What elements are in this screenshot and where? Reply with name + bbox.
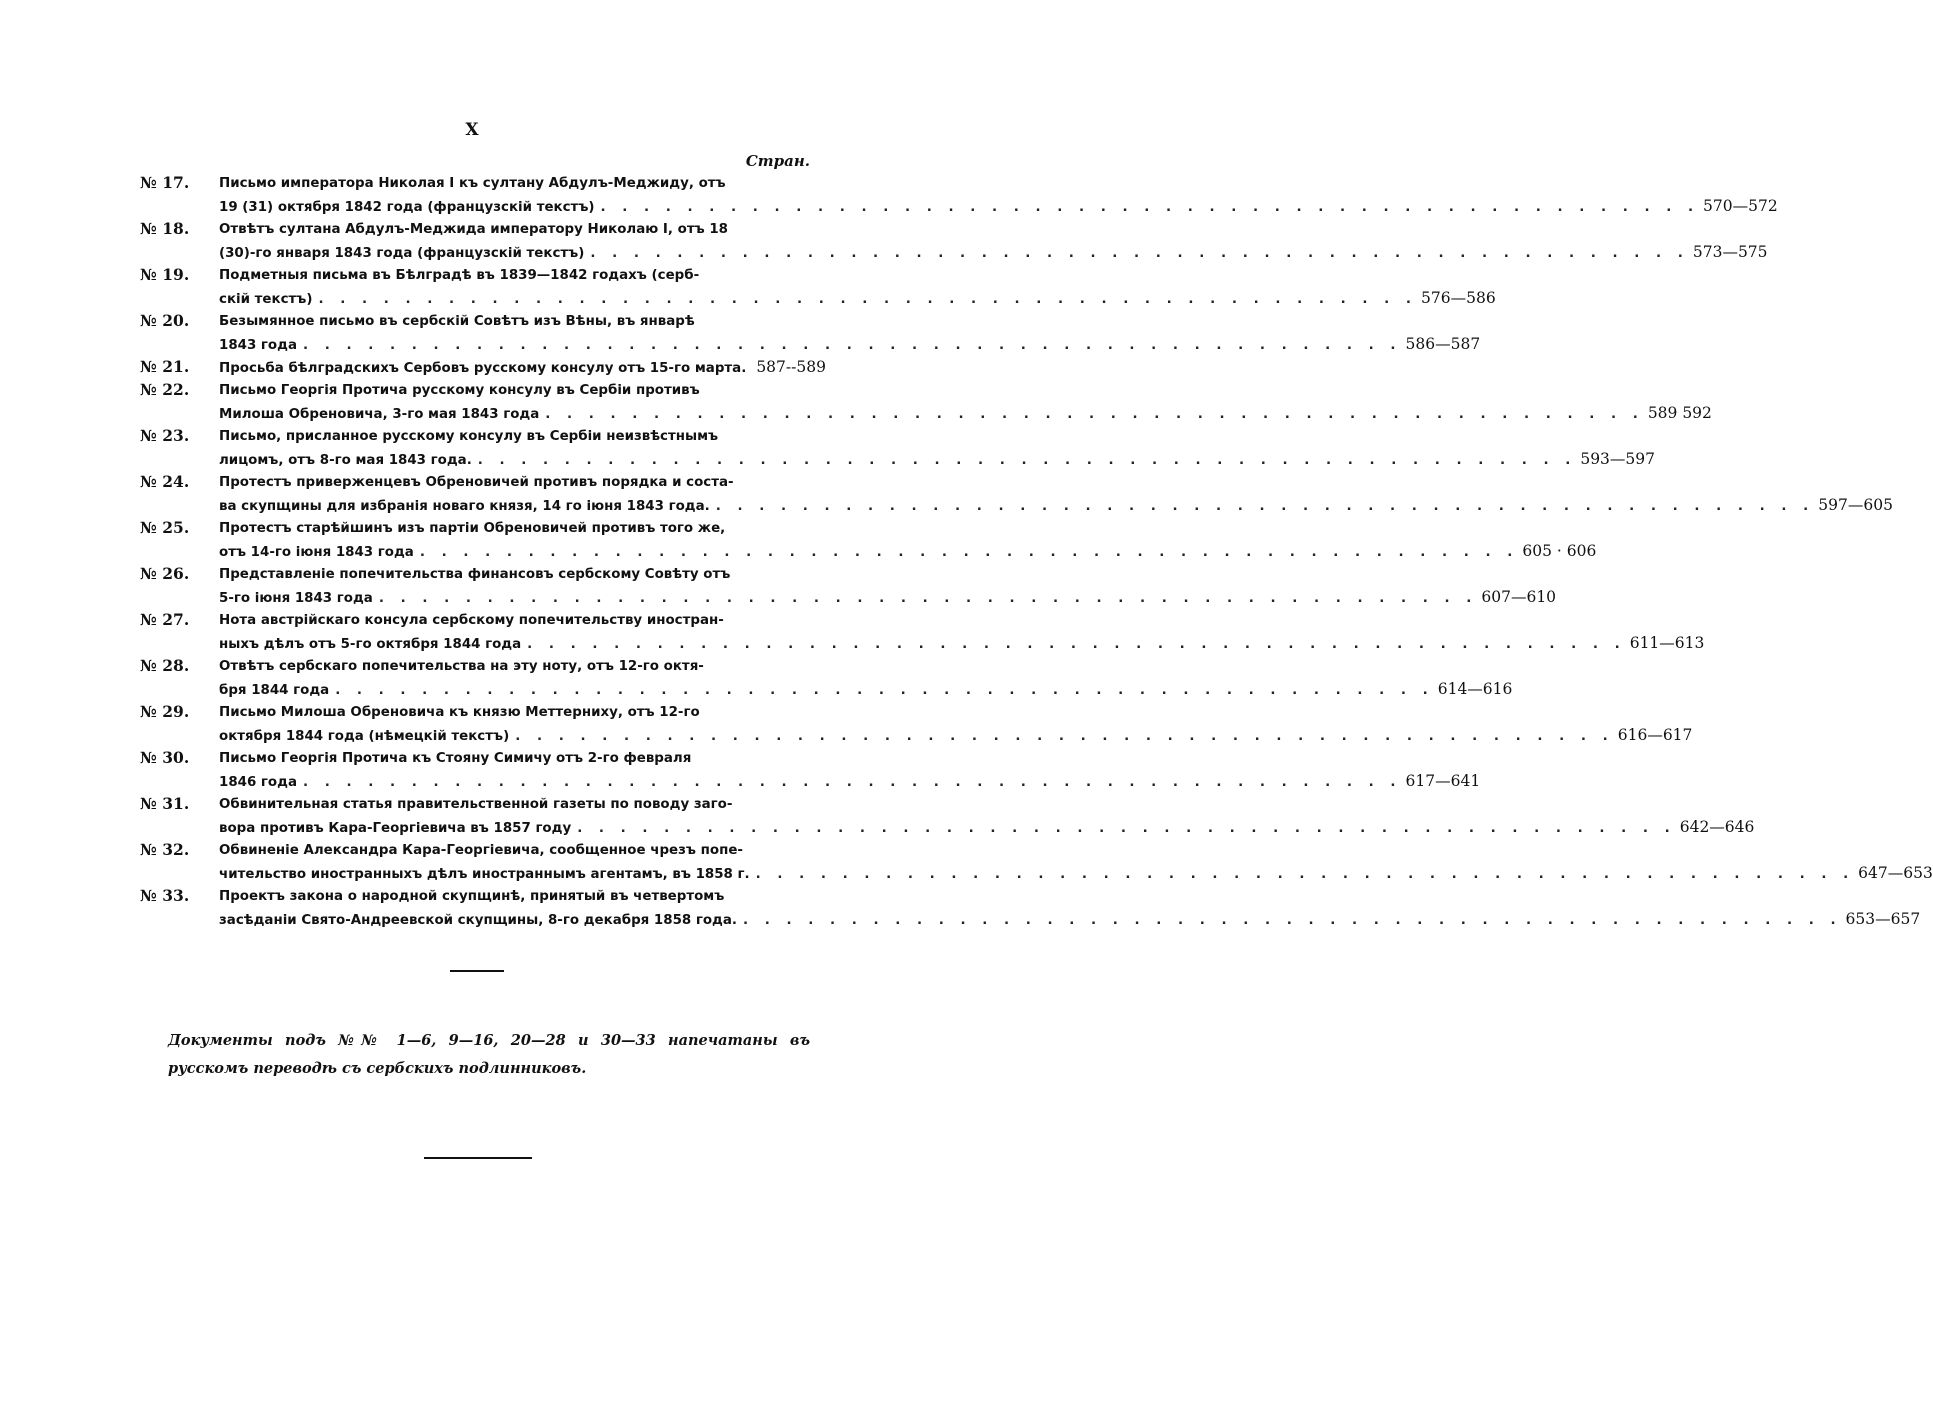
entry-title-continuation: 19 (31) октября 1842 года (французскій текстъ) bbox=[219, 200, 595, 215]
toc-entry bbox=[140, 885, 1921, 931]
entry-pages: 617—641 bbox=[1405, 772, 1481, 790]
entry-title-line: Письмо Георгія Протича къ Стояну Симичу отъ 2-го февраля bbox=[219, 751, 692, 766]
entry-title-continuation: ва скупщины для избранія новаго князя, 14 го іюня 1843 года. bbox=[219, 499, 710, 514]
entry-title-continuation: засѣданіи Свято-Андреевской скупщины, 8-го декабря 1858 года. bbox=[219, 913, 737, 928]
toc-entry bbox=[140, 471, 1893, 517]
entry-title-continuation: лицомъ, отъ 8-го мая 1843 года. bbox=[219, 453, 472, 468]
entry-number: № 22. bbox=[140, 380, 190, 399]
entry-title-line: Обвинительная статья правительственной газеты по поводу заго- bbox=[219, 797, 733, 812]
entry-body bbox=[219, 356, 826, 379]
entry-title-line: Письмо императора Николая I къ султану Абдулъ-Меджиду, отъ bbox=[219, 176, 726, 191]
entry-title-continuation: отъ 14-го іюня 1843 года bbox=[219, 545, 414, 560]
entry-pages: 589 592 bbox=[1647, 404, 1712, 422]
toc-entry bbox=[140, 563, 1557, 609]
entry-body bbox=[219, 425, 1655, 471]
entry-title-line: Отвѣтъ султана Абдулъ-Меджида императору Николаю I, отъ 18 bbox=[219, 222, 728, 237]
entry-body bbox=[219, 218, 1768, 264]
entry-title-line: Безымянное письмо въ сербскій Совѣтъ изъ Вѣны, въ январѣ bbox=[219, 314, 695, 329]
dot-leader: . . . . . . . . . . . . . . . . . . . . . . . . . . . . . . . . . . . . . . . . . . . . . . . . . . . bbox=[477, 453, 1577, 468]
dot-leader: . . . . . . . . . . . . . . . . . . . . . . . . . . . . . . . . . . . . . . . . . . . . . . . . . . . bbox=[302, 338, 1402, 353]
entry-pages: 593—597 bbox=[1580, 450, 1655, 468]
entry-title-continuation: чительство иностранныхъ дѣлъ иностраннымъ агентамъ, въ 1858 г. bbox=[219, 867, 750, 882]
entry-number: № 32. bbox=[140, 840, 190, 859]
entry-body bbox=[219, 172, 1778, 218]
entry-number: № 30. bbox=[140, 748, 190, 767]
entry-title-continuation: 5-го іюня 1843 года bbox=[219, 591, 373, 606]
entry-pages: 653—657 bbox=[1845, 910, 1921, 928]
entry-title-continuation: 1843 года bbox=[219, 338, 297, 353]
toc-entry bbox=[140, 609, 1705, 655]
entry-number: № 18. bbox=[140, 219, 190, 238]
entry-body bbox=[219, 701, 1693, 747]
dot-leader: . . . . . . . . . . . . . . . . . . . . . . . . . . . . . . . . . . . . . . . . . . . . . . . . . . . bbox=[600, 200, 1700, 215]
entry-number: № 26. bbox=[140, 564, 190, 583]
entry-pages: 570—572 bbox=[1703, 197, 1778, 215]
entry-title-line: Подметныя письма въ Бѣлградѣ въ 1839—1842 годахъ (серб- bbox=[219, 268, 700, 283]
toc-entry bbox=[140, 264, 1496, 310]
entry-number: № 19. bbox=[140, 265, 190, 284]
entry-number: № 31. bbox=[140, 794, 190, 813]
entry-pages: 573—575 bbox=[1692, 243, 1768, 261]
toc-entry bbox=[140, 793, 1755, 839]
entry-number: № 25. bbox=[140, 518, 190, 537]
dot-leader: . . . . . . . . . . . . . . . . . . . . . . . . . . . . . . . . . . . . . . . . . . . . . . . . . . . bbox=[527, 637, 1626, 652]
dot-leader: . . . . . . . . . . . . . . . . . . . . . . . . . . . . . . . . . . . . . . . . . . . . . . . . . . . bbox=[743, 913, 1842, 928]
dot-leader: . . . . . . . . . . . . . . . . . . . . . . . . . . . . . . . . . . . . . . . . . . . . . . . . . . . bbox=[590, 246, 1689, 261]
entry-number: № 24. bbox=[140, 472, 190, 491]
entry-pages: 642—646 bbox=[1679, 818, 1755, 836]
entry-body bbox=[219, 471, 1893, 517]
dot-leader: . . . . . . . . . . . . . . . . . . . . . . . . . . . . . . . . . . . . . . . . . . . . . . . . . . . bbox=[755, 867, 1855, 882]
separator-rule-long bbox=[424, 1157, 532, 1159]
entry-pages: 614—616 bbox=[1437, 680, 1513, 698]
toc-entry bbox=[140, 839, 1933, 885]
dot-leader: . . . . . . . . . . . . . . . . . . . . . . . . . . . . . . . . . . . . . . . . . . . . . . . . . . . bbox=[419, 545, 1519, 560]
entry-body bbox=[219, 655, 1513, 701]
toc-entry bbox=[140, 425, 1655, 471]
entry-title-continuation: (30)-го января 1843 года (французскій текстъ) bbox=[219, 246, 585, 261]
entry-body bbox=[219, 793, 1755, 839]
entry-body bbox=[219, 310, 1481, 356]
entry-title-continuation: ныхъ дѣлъ отъ 5-го октября 1844 года bbox=[219, 637, 522, 652]
entry-number: № 17. bbox=[140, 173, 190, 192]
entry-body bbox=[219, 609, 1705, 655]
toc-entry bbox=[140, 379, 1712, 425]
entry-body bbox=[219, 839, 1933, 885]
table-of-contents bbox=[140, 172, 1933, 931]
entry-title-line: Письмо Милоша Обреновича къ князю Меттерниху, отъ 12-го bbox=[219, 705, 700, 720]
entry-title-line: Просьба бѣлградскихъ Сербовъ русскому консулу отъ 15-го марта. bbox=[219, 361, 747, 376]
dot-leader: . . . . . . . . . . . . . . . . . . . . . . . . . . . . . . . . . . . . . . . . . . . . . . . . . . . bbox=[302, 775, 1402, 790]
entry-pages: 616—617 bbox=[1617, 726, 1693, 744]
entry-pages: 647—653 bbox=[1858, 864, 1933, 882]
entry-title-line: Нота австрійскаго консула сербскому попечительству иностран- bbox=[219, 613, 724, 628]
entry-title-continuation: бря 1844 года bbox=[219, 683, 330, 698]
entry-number: № 29. bbox=[140, 702, 190, 721]
page-number: X bbox=[465, 120, 480, 140]
entry-title-continuation: октября 1844 года (нѣмецкій текстъ) bbox=[219, 729, 510, 744]
entry-title-continuation: 1846 года bbox=[219, 775, 297, 790]
entry-title-line: Протестъ приверженцевъ Обреновичей противъ порядка и соста- bbox=[219, 475, 734, 490]
entry-pages: 587--589 bbox=[756, 358, 826, 376]
toc-entry bbox=[140, 218, 1768, 264]
toc-entry bbox=[140, 747, 1481, 793]
entry-pages: 586—587 bbox=[1405, 335, 1481, 353]
translation-note: Документы подъ №№ 1—6, 9—16, 20—28 и 30—33 напечатаны въ русскомъ переводѣ съ сербскихъ подлинниковъ. bbox=[168, 1032, 810, 1077]
dot-leader: . . . . . . . . . . . . . . . . . . . . . . . . . . . . . . . . . . . . . . . . . . . . . . . . . . . bbox=[577, 821, 1676, 836]
entry-body bbox=[219, 379, 1712, 425]
entry-title-line: Отвѣтъ сербскаго попечительства на эту ноту, отъ 12-го октя- bbox=[219, 659, 704, 674]
entry-number: № 33. bbox=[140, 886, 190, 905]
dot-leader: . . . . . . . . . . . . . . . . . . . . . . . . . . . . . . . . . . . . . . . . . . . . . . . . . . . bbox=[335, 683, 1434, 698]
entry-number: № 20. bbox=[140, 311, 190, 330]
separator-rule-short bbox=[450, 970, 504, 972]
entry-title-continuation: вора противъ Кара-Георгіевича въ 1857 году bbox=[219, 821, 572, 836]
toc-entry bbox=[140, 310, 1481, 356]
toc-entry bbox=[140, 356, 826, 379]
entry-body bbox=[219, 885, 1921, 931]
dot-leader: . . . . . . . . . . . . . . . . . . . . . . . . . . . . . . . . . . . . . . . . . . . . . . . . . . . bbox=[378, 591, 1478, 606]
toc-entry bbox=[140, 701, 1693, 747]
entry-body bbox=[219, 563, 1557, 609]
entry-number: № 27. bbox=[140, 610, 190, 629]
entry-body bbox=[219, 264, 1496, 310]
toc-entry bbox=[140, 517, 1597, 563]
toc-entry bbox=[140, 655, 1513, 701]
dot-leader: . . . . . . . . . . . . . . . . . . . . . . . . . . . . . . . . . . . . . . . . . . . . . . . . . . . bbox=[515, 729, 1614, 744]
entry-number: № 21. bbox=[140, 357, 190, 376]
entry-title-line: Письмо Георгія Протича русскому консулу въ Сербіи противъ bbox=[219, 383, 700, 398]
entry-pages: 597—605 bbox=[1818, 496, 1893, 514]
entry-title-line: Проектъ закона о народной скупщинѣ, принятый въ четвертомъ bbox=[219, 889, 725, 904]
entry-title-line: Представленіе попечительства финансовъ сербскому Совѣту отъ bbox=[219, 567, 731, 582]
dot-leader: . . . . . . . . . . . . . . . . . . . . . . . . . . . . . . . . . . . . . . . . . . . . . . . . . . . bbox=[318, 292, 1418, 307]
entry-body bbox=[219, 747, 1481, 793]
entry-title-line: Письмо, присланное русскому консулу въ Сербіи неизвѣстнымъ bbox=[219, 429, 719, 444]
entry-number: № 28. bbox=[140, 656, 190, 675]
entry-pages: 605 · 606 bbox=[1522, 542, 1597, 560]
entry-body bbox=[219, 517, 1597, 563]
dot-leader: . . . . . . . . . . . . . . . . . . . . . . . . . . . . . . . . . . . . . . . . . . . . . . . . . . . bbox=[545, 407, 1644, 422]
pages-column-header: Стран. bbox=[745, 152, 810, 170]
toc-entry bbox=[140, 172, 1778, 218]
entry-pages: 576—586 bbox=[1421, 289, 1496, 307]
dot-leader: . . . . . . . . . . . . . . . . . . . . . . . . . . . . . . . . . . . . . . . . . . . . . . . . . . . bbox=[715, 499, 1815, 514]
entry-title-line: Протестъ старѣйшинъ изъ партіи Обреновичей противъ того же, bbox=[219, 521, 726, 536]
entry-pages: 607—610 bbox=[1481, 588, 1557, 606]
entry-title-line: Обвиненіе Александра Кара-Георгіевича, сообщенное чрезъ попе- bbox=[219, 843, 743, 858]
entry-pages: 611—613 bbox=[1629, 634, 1705, 652]
entry-title-continuation: скій текстъ) bbox=[219, 292, 313, 307]
entry-number: № 23. bbox=[140, 426, 190, 445]
entry-title-continuation: Милоша Обреновича, 3-го мая 1843 года bbox=[219, 407, 540, 422]
